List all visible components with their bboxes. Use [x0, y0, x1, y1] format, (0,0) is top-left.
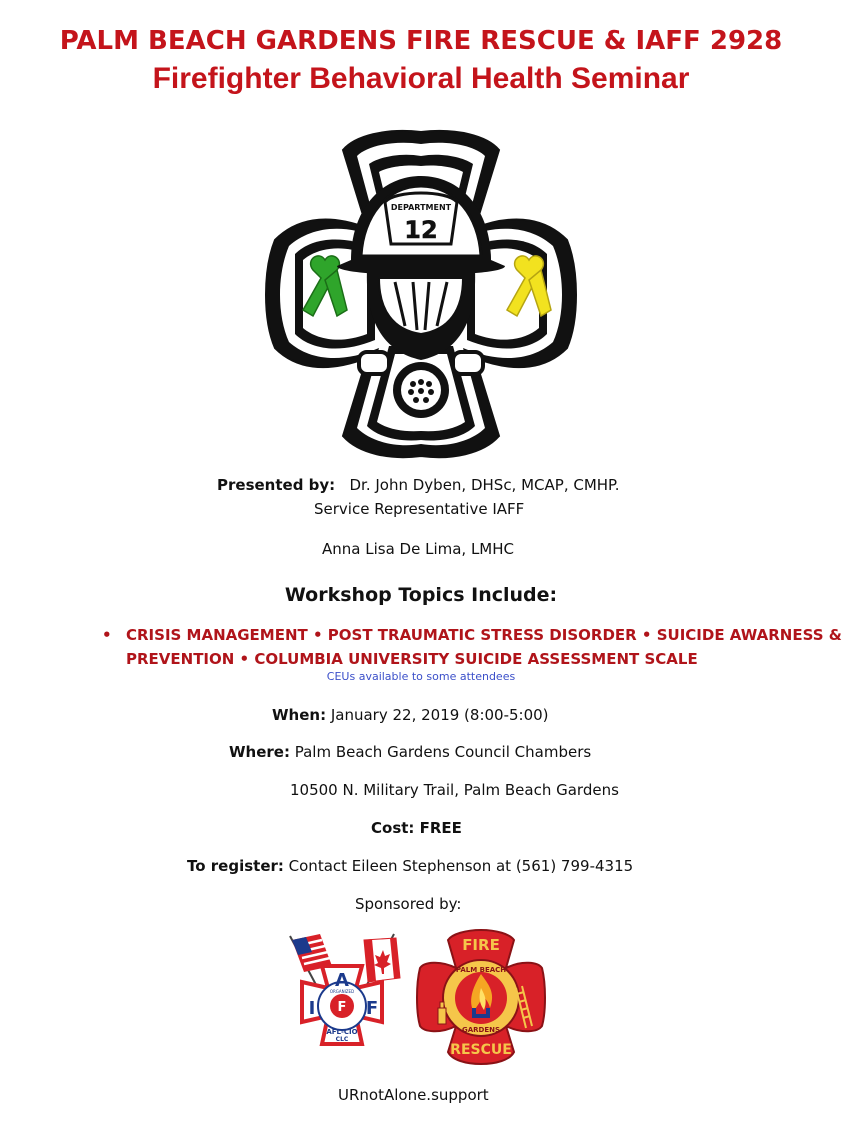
sponsored-by-label: Sponsored by:	[355, 895, 462, 913]
ceu-note: CEUs available to some attendees	[326, 670, 516, 683]
website-link[interactable]: URnotAlone.support	[338, 1086, 489, 1104]
cost: Cost: FREE	[371, 819, 462, 837]
iaff-letter-f2: F	[365, 998, 379, 1019]
iaff-letter-a: A	[335, 970, 349, 991]
pbg-gardens-text: GARDENS	[461, 1026, 501, 1034]
iaff-organized-text: ORGANIZED	[329, 989, 355, 994]
register-line	[187, 857, 633, 875]
when-label: When:	[272, 706, 327, 724]
topic-bullet: •	[102, 626, 112, 644]
presenter-1-name: Dr. John Dyben, DHSc, MCAP, CMHP.	[349, 476, 620, 494]
presenter-2-name: Anna Lisa De Lima, LMHC	[322, 540, 514, 558]
register-value: Contact Eileen Stephenson at (561) 799-4315	[283, 857, 634, 875]
iaff-clc-text: CLC	[335, 1036, 349, 1043]
where-line	[229, 743, 591, 761]
pbg-fire-text: FIRE	[462, 936, 500, 954]
presented-by-label: Presented by:	[217, 476, 336, 494]
topics-line-1: CRISIS MANAGEMENT • POST TRAUMATIC STRESS DISORDER • SUICIDE AWARNESS &	[126, 626, 842, 644]
helmet-top-text: DEPARTMENT	[390, 203, 452, 212]
presented-by-line	[217, 476, 620, 494]
iaff-letter-i: I	[308, 998, 316, 1019]
helmet-number: 12	[404, 216, 438, 244]
where-value: Palm Beach Gardens Council Chambers	[289, 743, 592, 761]
pbg-rescue-text: RESCUE	[450, 1042, 512, 1058]
pbg-fire-rescue-badge-icon	[416, 928, 546, 1066]
workshop-heading: Workshop Topics Include:	[284, 584, 558, 606]
topics-line-2: PREVENTION • COLUMBIA UNIVERSITY SUICIDE ASSESSMENT SCALE	[126, 650, 698, 668]
register-label: To register:	[187, 857, 284, 875]
when-line	[272, 706, 549, 724]
where-label: Where:	[229, 743, 290, 761]
org-title: PALM BEACH GARDENS FIRE RESCUE & IAFF 2928	[59, 26, 783, 56]
pbg-palm-beach-text: PALM BEACH	[455, 966, 507, 974]
address: 10500 N. Military Trail, Palm Beach Gardens	[290, 781, 619, 799]
presenter-1-role: Service Representative IAFF	[314, 500, 525, 518]
iaff-logo-icon	[272, 926, 412, 1066]
iaff-letter-f1: F	[337, 1000, 347, 1015]
seminar-title: Firefighter Behavioral Health Seminar	[152, 62, 690, 95]
when-value: January 22, 2019 (8:00-5:00)	[326, 706, 549, 724]
firefighter-emblem-icon	[255, 120, 587, 466]
iaff-aflcio-text: AFL-CIO	[326, 1028, 358, 1036]
